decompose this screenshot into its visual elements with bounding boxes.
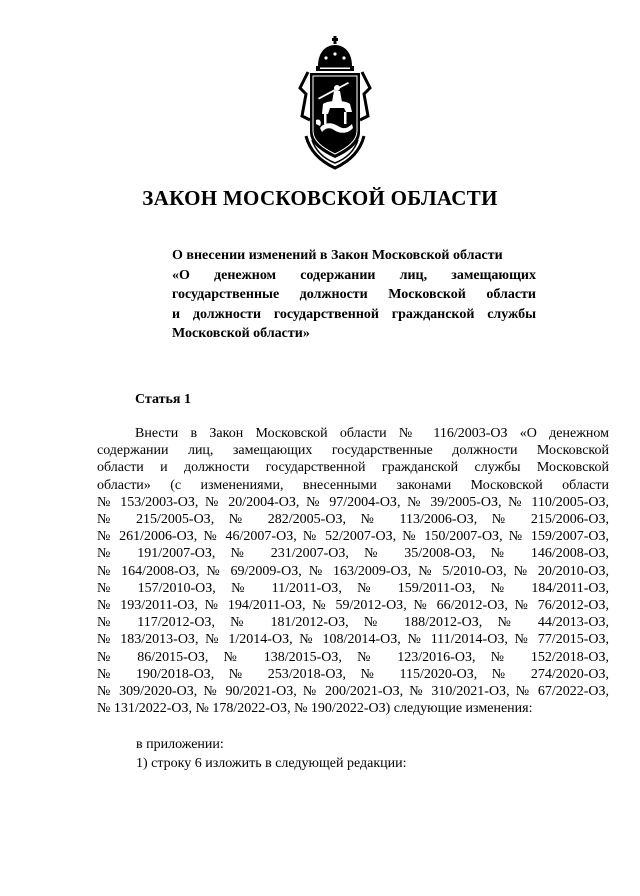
body-line: № 190/2018-ОЗ, № 253/2018-ОЗ, № 115/2020-ОЗ, № 274/2020-ОЗ, — [97, 666, 609, 682]
body-line: № 183/2013-ОЗ, № 1/2014-ОЗ, № 108/2014-ОЗ, № 111/2014-ОЗ, № 77/2015-ОЗ, — [97, 632, 609, 648]
body-line: области и должности государственной гражданской службы Московской — [97, 460, 609, 476]
subject-line: и должности государственной гражданской службы — [172, 306, 536, 322]
body-line: № 117/2012-ОЗ, № 181/2012-ОЗ, № 188/2012-ОЗ, № 44/2013-ОЗ, — [97, 615, 609, 631]
body-line: № 191/2007-ОЗ, № 231/2007-ОЗ, № 35/2008-ОЗ, № 146/2008-ОЗ, — [97, 546, 609, 562]
law-subject — [172, 246, 536, 344]
body-line: № 309/2020-ОЗ, № 90/2021-ОЗ, № 200/2021-ОЗ, № 310/2021-ОЗ, № 67/2022-ОЗ, — [97, 684, 609, 700]
coat-of-arms-icon — [290, 36, 380, 170]
subject-line: Московской области» — [172, 326, 310, 341]
article-heading: Статья 1 — [135, 392, 191, 407]
body-line: № 215/2005-ОЗ, № 282/2005-ОЗ, № 113/2006-ОЗ, № 215/2006-ОЗ, — [97, 512, 609, 528]
subject-line: государственные должности Московской области — [172, 287, 536, 302]
subject-line: «О денежном содержании лиц, замещающих — [172, 267, 536, 283]
body-line: № 261/2006-ОЗ, № 46/2007-ОЗ, № 52/2007-ОЗ, № 150/2007-ОЗ, № 159/2007-ОЗ, — [97, 529, 609, 545]
article-body — [97, 425, 609, 717]
body-line: № 164/2008-ОЗ, № 69/2009-ОЗ, № 163/2009-ОЗ, № 5/2010-ОЗ, № 20/2010-ОЗ, — [97, 563, 609, 579]
body-line: области» (с изменениями, внесенными законами Московской области — [97, 477, 609, 493]
body-line: № 153/2003-ОЗ, № 20/2004-ОЗ, № 97/2004-ОЗ, № 39/2005-ОЗ, № 110/2005-ОЗ, — [97, 494, 609, 510]
body-line: № 193/2011-ОЗ, № 194/2011-ОЗ, № 59/2012-ОЗ, № 66/2012-ОЗ, № 76/2012-ОЗ, — [97, 598, 609, 614]
body-line: Внести в Закон Московской области № 116/2003-ОЗ «О денежном — [135, 426, 609, 441]
after-line: в приложении: — [136, 737, 224, 752]
law-title: ЗАКОН МОСКОВСКОЙ ОБЛАСТИ — [142, 186, 498, 210]
body-line: содержании лиц, замещающих государственные должности Московской — [97, 443, 609, 459]
body-line: № 131/2022-ОЗ, № 178/2022-ОЗ, № 190/2022-ОЗ) следующие изменения: — [97, 701, 533, 717]
subject-line: О внесении изменений в Закон Московской области — [172, 248, 503, 263]
body-line: № 86/2015-ОЗ, № 138/2015-ОЗ, № 123/2016-ОЗ, № 152/2018-ОЗ, — [97, 649, 609, 665]
body-line: № 157/2010-ОЗ, № 11/2011-ОЗ, № 159/2011-ОЗ, № 184/2011-ОЗ, — [97, 580, 609, 596]
after-line: 1) строку 6 изложить в следующей редакции: — [136, 756, 407, 771]
